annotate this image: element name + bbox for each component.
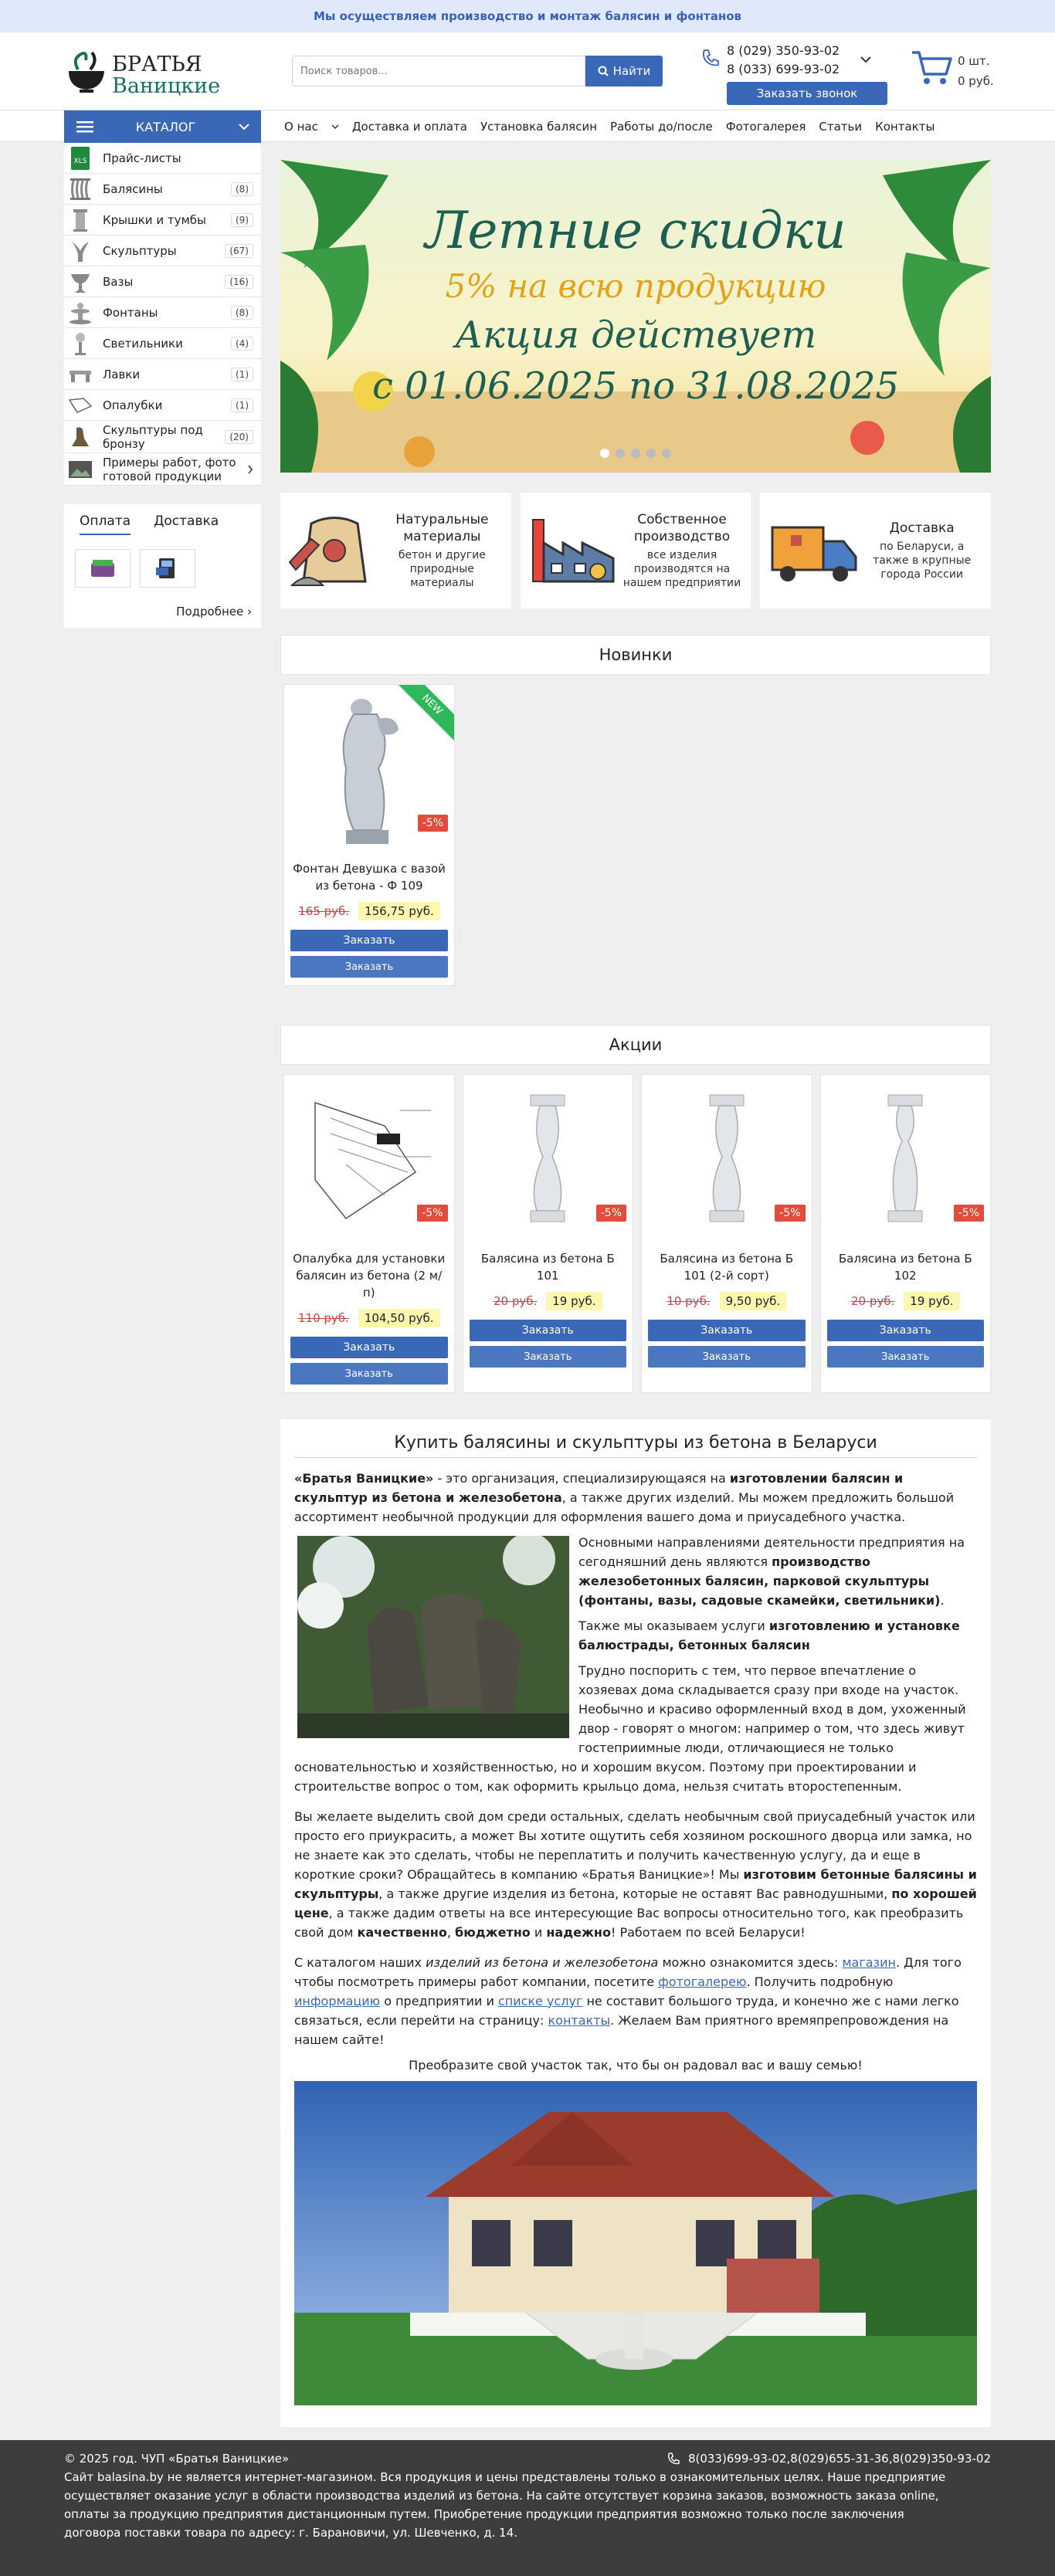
article-title: Купить балясины и скульптуры из бетона в Беларуси [294, 1433, 977, 1458]
category-item[interactable] [64, 174, 261, 205]
category-item[interactable] [64, 359, 261, 390]
order-button[interactable]: Заказать [827, 1320, 985, 1341]
category-count: (8) [231, 306, 253, 320]
seo-article [280, 1419, 991, 2427]
old-price: 20 руб. [493, 1294, 538, 1308]
product-image[interactable] [470, 1081, 627, 1239]
chevron-right-icon [247, 465, 253, 474]
category-count: (1) [231, 368, 253, 381]
sculpture-icon [67, 238, 93, 264]
site-footer [0, 2440, 1055, 2576]
category-name: Опалубки [103, 398, 163, 412]
factory-icon [528, 508, 621, 593]
phone-number-2[interactable]: 8 (033) 699-93-02 [727, 62, 840, 76]
nav-item-contacts[interactable]: Контакты [875, 120, 935, 134]
category-name: Фонтаны [103, 305, 158, 320]
nav-item-delivery[interactable]: Доставка и оплата [351, 120, 467, 134]
category-count: (9) [231, 213, 253, 227]
tab-payment[interactable]: Оплата [80, 514, 131, 535]
site-header [0, 32, 1055, 110]
cart-widget[interactable] [910, 48, 995, 94]
announcement-text: Мы осуществляем производство и монтаж балясин и фонтанов [313, 9, 742, 23]
nav-item-gallery[interactable]: Фотогалерея [725, 120, 806, 134]
sale-products-heading [280, 1025, 991, 1065]
feature-card [760, 493, 991, 608]
search-form [292, 56, 663, 86]
chevron-down-icon [238, 123, 250, 130]
new-price: 156,75 руб. [358, 902, 440, 920]
baluster-icon [67, 176, 93, 202]
product-title[interactable]: Опалубка для установки балясин из бетона (2 м/п) [293, 1252, 446, 1300]
phone-number-1[interactable]: 8 (029) 350-93-02 [727, 43, 840, 58]
article-paragraph: Также мы оказываем услуги изготовлению и установке балюстрады, бетонных балясин [578, 1618, 960, 1652]
search-icon [598, 66, 609, 76]
order-button-secondary[interactable]: Заказать [290, 1363, 448, 1385]
product-image[interactable] [290, 691, 448, 849]
article-paragraph: Основными направлениями деятельности предприятия на сегодняшний день являются производство железобетонных балясин, парковой скульптуры (фонтаны, вазы, садовые скамейки, светильники). [578, 1535, 965, 1608]
category-item[interactable] [64, 143, 261, 174]
children-sculpture-photo [297, 1536, 569, 1738]
catalog-label: КАТАЛОГ [135, 119, 196, 134]
feature-desc: по Беларуси, а также в крупные города России [873, 541, 972, 581]
discount-badge: -5% [775, 1205, 805, 1222]
feature-desc: все изделия производятся на нашем предприятии [622, 549, 741, 589]
material-bag-icon [288, 508, 381, 593]
lamp-icon [67, 330, 93, 357]
formwork-icon [67, 392, 93, 419]
category-name: Скульптуры [103, 243, 177, 258]
cart-sum: 0 руб. [958, 74, 994, 88]
category-name: Лавки [103, 367, 141, 381]
product-image[interactable] [648, 1081, 806, 1239]
card-terminal-icon [140, 549, 195, 588]
fountain-icon [67, 300, 93, 326]
cart-icon [910, 48, 953, 88]
new-badge [394, 685, 454, 745]
product-image[interactable] [290, 1081, 448, 1239]
cash-payment-icon [75, 549, 131, 588]
category-item[interactable] [64, 328, 261, 359]
catalog-button[interactable] [64, 110, 261, 143]
banner-title: Летние скидки [425, 201, 846, 260]
feature-card [280, 493, 511, 608]
new-price: 19 руб. [904, 1292, 959, 1310]
request-call-button[interactable]: Заказать звонок [727, 82, 887, 105]
category-item[interactable] [64, 421, 261, 453]
new-price: 104,50 руб. [358, 1309, 440, 1327]
old-price: 10 руб. [667, 1294, 711, 1308]
logo-mark-icon [64, 48, 109, 94]
svg-text:XLS: XLS [73, 157, 87, 165]
feature-title: Доставка [889, 520, 955, 536]
order-button-secondary[interactable]: Заказать [290, 956, 448, 978]
payment-delivery-box [64, 504, 261, 628]
main-content [280, 160, 991, 2427]
promo-banner[interactable] [280, 160, 991, 473]
category-count: (8) [231, 182, 253, 196]
feature-title: Собственное производство [633, 512, 731, 544]
article-closing-line: Преобразите свой участок так, что бы он радовал вас и вашу семью! [409, 2058, 863, 2073]
tab-delivery[interactable]: Доставка [154, 514, 219, 529]
category-name: Примеры работ, фото готовой продукции [103, 455, 236, 483]
feature-card [521, 493, 751, 608]
article-paragraph: Трудно поспорить с тем, что первое впечатление о хозяевах дома складывается сразу при входе на участок. Необычно и красиво оформленный вход в дом, ухоженный двор - говорят о многом: например о том, что здесь живут гостеприимные люди, отличающиеся не только основательностью и хозяйственностью, но и хорошим вкусом. Поэтому при проектировании и строительстве вопрос о том, как оформить крыльцо дома, нельзя считать второстепенным. [294, 1663, 966, 1794]
phone-icon [667, 2452, 680, 2466]
category-item[interactable] [64, 390, 261, 421]
baluster-image [882, 1087, 928, 1234]
category-item[interactable] [64, 266, 261, 297]
old-price: 20 руб. [850, 1294, 895, 1308]
site-logo[interactable] [64, 48, 221, 98]
article-paragraph: С каталогом наших изделий из бетона и железобетона можно ознакомится здесь: магазин. Для того чтобы посмотреть примеры работ компании, посетите фотогалерею. Получить подробную информацию о предприятии и списке услуг не составит большого труда, и конечно же с нами легко связаться, если перейти на страницу: контакты. Желаем Вам приятного времяпрепровождения на нашем сайте! [294, 1955, 962, 2047]
order-button[interactable]: Заказать [470, 1320, 627, 1341]
chevron-right-icon: › [247, 605, 252, 619]
footer-copyright: © 2025 год. ЧУП «Братья Ваницкие» [64, 2452, 290, 2466]
services-link[interactable]: списке услуг [497, 1994, 583, 2008]
contacts-link[interactable]: контакты [548, 2013, 611, 2028]
category-item[interactable] [64, 453, 261, 486]
new-products-heading [280, 635, 991, 675]
vase-icon [67, 269, 93, 295]
old-price: 165 руб. [298, 904, 350, 918]
photo-icon [67, 456, 93, 483]
search-button[interactable] [585, 56, 663, 86]
more-link[interactable] [176, 605, 252, 619]
cart-count: 0 шт. [958, 54, 990, 68]
category-count: (4) [231, 337, 253, 351]
xls-icon [67, 145, 93, 171]
category-item[interactable] [64, 297, 261, 328]
product-title[interactable]: Балясина из бетона Б 101 [480, 1252, 615, 1283]
product-title[interactable]: Фонтан Девушка с вазой из бетона - Ф 109 [293, 862, 446, 893]
product-card[interactable] [820, 1074, 992, 1393]
new-price: 9,50 руб. [720, 1292, 787, 1310]
category-name: Крышки и тумбы [103, 212, 206, 227]
search-button-label: Найти [612, 64, 651, 78]
nav-item-works[interactable]: Работы до/после [610, 120, 713, 134]
new-badge-label: NEW [395, 685, 454, 741]
order-button-secondary[interactable]: Заказать [470, 1346, 627, 1368]
sale-products-list [283, 1074, 991, 1393]
order-button[interactable]: Заказать [648, 1320, 806, 1341]
category-list [64, 143, 261, 486]
order-button[interactable]: Заказать [290, 1337, 448, 1358]
search-input[interactable] [292, 56, 585, 86]
logo-line-1: БРАТЬЯ [112, 53, 202, 76]
product-card[interactable] [641, 1074, 812, 1393]
logo-line-2: Ваницкие [112, 74, 221, 98]
footer-disclaimer: Сайт balasina.by не является интернет-магазином. Вся продукция и цены представлены только в ознакомительных целях. Наше предприятие осуществляет оказание услуг в области производства изделий из бетона. На сайте отсутствует корзина заказов, возможность заказа online, оплаты за продукцию предприятия дистанционным путем. Приобретение продукции предприятия возможно только после заключения договора поставки товара по адресу: г. Барановичи, ул. Шевченко, д. 14. [64, 2470, 946, 2540]
product-card[interactable] [283, 1074, 455, 1393]
section-title-text: Новинки [599, 646, 673, 664]
category-count: (67) [225, 244, 253, 258]
category-count: (20) [225, 430, 253, 444]
section-title-text: Акции [609, 1035, 663, 1054]
house-balustrade-photo [294, 2081, 977, 2405]
chevron-down-icon[interactable] [860, 56, 872, 63]
feature-desc: бетон и другие природные материалы [398, 549, 486, 589]
category-count: (16) [225, 275, 253, 289]
gallery-link[interactable]: фотогалерею [658, 1974, 747, 1989]
more-label: Подробнее [176, 605, 244, 619]
footer-phone-numbers: 8(033)699-93-02,8(029)655-31-36,8(029)350-93-02 [687, 2452, 991, 2466]
category-name: Прайс-листы [103, 151, 181, 165]
discount-badge: -5% [418, 815, 448, 832]
product-card[interactable] [283, 684, 455, 986]
order-button[interactable]: Заказать [290, 930, 448, 951]
baluster-image [704, 1087, 750, 1234]
pillar-icon [67, 207, 93, 233]
sidebar [64, 143, 261, 628]
phone-icon [701, 48, 721, 68]
menu-icon [76, 120, 93, 133]
category-item[interactable] [64, 236, 261, 266]
info-link[interactable]: информацию [294, 1994, 381, 2008]
category-name: Балясины [103, 181, 163, 196]
delivery-truck-icon [768, 512, 860, 589]
nav-item-installation[interactable]: Установка балясин [480, 120, 598, 134]
article-paragraph: «Братья Ваницкие» - это организация, специализирующаяся на изготовлении балясин и скульптур из бетона и железобетона, а также других изделий. Мы можем предложить большой ассортимент необычной продукции для оформления вашего дома и приусадебного участка. [294, 1471, 955, 1524]
new-products-list [283, 684, 991, 986]
discount-badge: -5% [596, 1205, 626, 1222]
product-title[interactable]: Балясина из бетона Б 102 [838, 1252, 972, 1283]
banner-dates: с 01.06.2025 по 31.08.2025 [371, 364, 900, 408]
nav-item-articles[interactable]: Статьи [819, 120, 863, 134]
phone-block [701, 42, 872, 105]
banner-subtitle: 5% на всю продукцию [445, 267, 826, 305]
bench-icon [67, 361, 93, 388]
baluster-image [524, 1087, 571, 1234]
top-announcement-bar [0, 0, 1055, 32]
product-card[interactable] [463, 1074, 634, 1393]
category-name: Скульптуры под бронзу [103, 422, 203, 451]
article-paragraph: Вы желаете выделить свой дом среди остальных, сделать необычным свой приусадебный участок или просто его приукрасить, а может Вы хотите ощутить себя хозяином роскошного дворца или замка, но не знаете как это сделать, чтобы не переплатить и получить качественную услугу, да и еще в короткие сроки? Обращайтесь в компанию «Братья Ваницкие»! Мы изготовим бетонные балясины и скульптуры, а также другие изделия из бетона, которые не оставят Вас равнодушными, по хорошей цене, а также дадим ответы на все интересующие Вас вопросы относительно того, как преобразить свой дом качественно, бюджетно и надежно! Работаем по всей Беларуси! [294, 1809, 977, 1940]
chevron-down-icon [331, 124, 339, 130]
order-button-secondary[interactable]: Заказать [648, 1346, 806, 1368]
feature-title: Натуральные материалы [395, 512, 489, 544]
features-row [280, 493, 991, 608]
product-image[interactable] [827, 1081, 985, 1239]
bronze-sculpture-icon [67, 424, 93, 450]
category-item[interactable] [64, 205, 261, 236]
discount-badge: -5% [954, 1205, 984, 1222]
category-name: Светильники [103, 336, 183, 351]
nav-item-label: О нас [284, 120, 318, 134]
old-price: 110 руб. [298, 1311, 349, 1325]
order-button-secondary[interactable]: Заказать [827, 1346, 985, 1368]
footer-phones[interactable] [667, 2449, 991, 2468]
new-price: 19 руб. [546, 1292, 602, 1310]
main-nav [0, 110, 1055, 142]
shop-link[interactable]: магазин [842, 1955, 896, 1970]
category-name: Вазы [103, 274, 134, 289]
nav-item-about[interactable] [278, 120, 349, 134]
banner-line-3: Акция действует [454, 314, 817, 357]
discount-badge: -5% [417, 1205, 447, 1222]
product-title[interactable]: Балясина из бетона Б 101 (2-й сорт) [660, 1252, 794, 1283]
category-count: (1) [231, 398, 253, 412]
